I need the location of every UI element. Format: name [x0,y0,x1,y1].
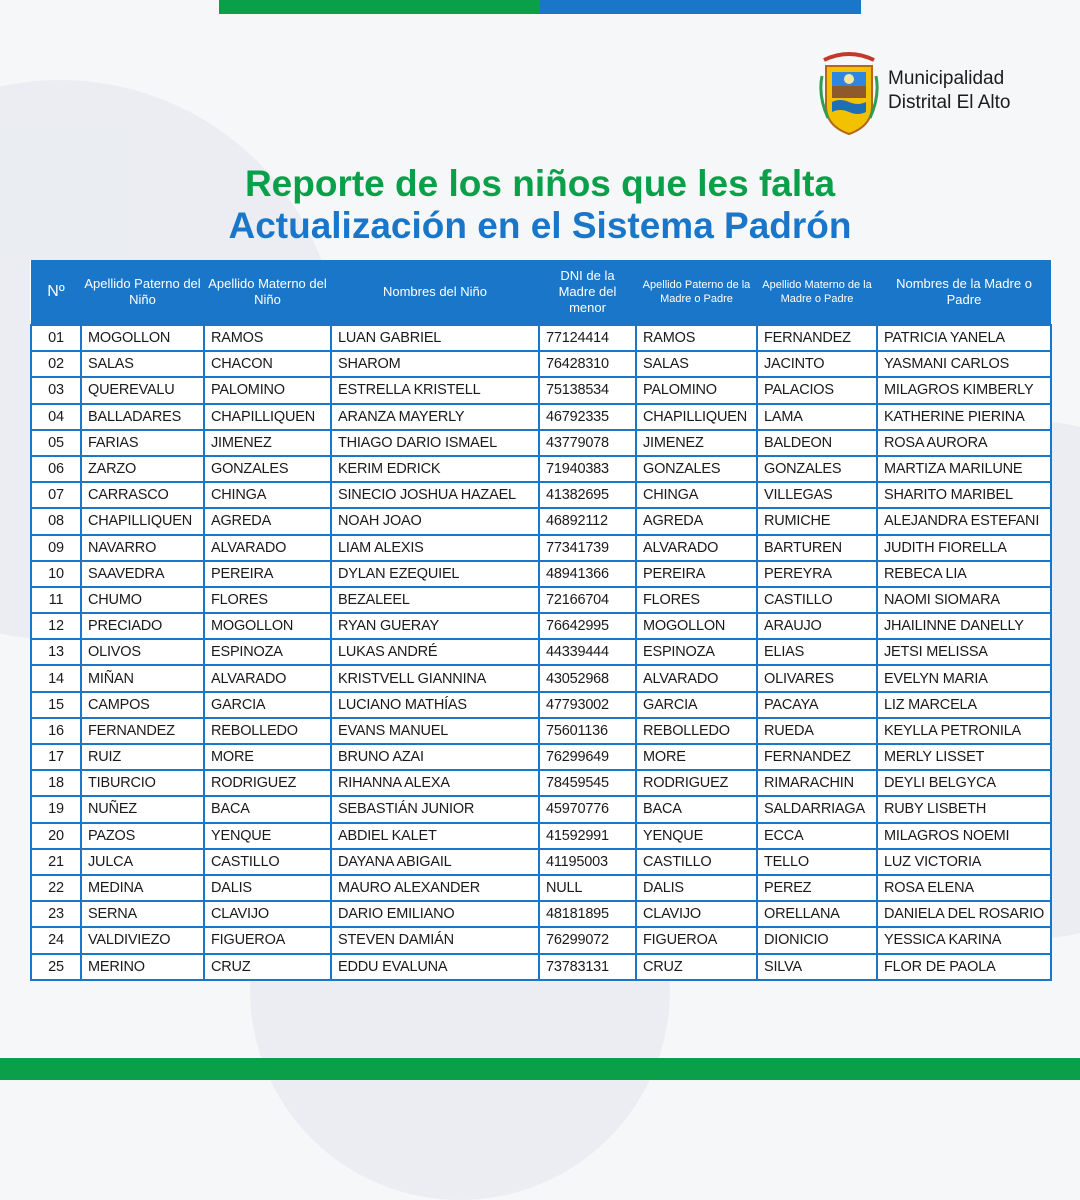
table-cell: ARANZA MAYERLY [331,404,539,430]
table-cell: AGREDA [636,508,757,534]
table-cell: 23 [31,901,81,927]
table-cell: MORE [636,744,757,770]
table-cell: 76299072 [539,927,636,953]
table-cell: FERNANDEZ [81,718,204,744]
table-cell: PACAYA [757,692,877,718]
column-header: Apellido Materno de la Madre o Padre [757,260,877,325]
table-cell: CHAPILLIQUEN [81,508,204,534]
column-header: DNI de la Madre del menor [539,260,636,325]
table-cell: MERINO [81,954,204,980]
table-cell: 11 [31,587,81,613]
table-cell: 15 [31,692,81,718]
table-cell: 19 [31,796,81,822]
table-cell: YESSICA KARINA [877,927,1051,953]
table-cell: 76299649 [539,744,636,770]
table-cell: 47793002 [539,692,636,718]
table-cell: MORE [204,744,331,770]
top-accent-blue [540,0,861,14]
table-cell: TIBURCIO [81,770,204,796]
table-cell: CARRASCO [81,482,204,508]
table-row [31,482,1051,508]
table-cell: GARCIA [204,692,331,718]
table-cell: CHINGA [636,482,757,508]
table-cell: CASTILLO [757,587,877,613]
table-cell: ELIAS [757,639,877,665]
column-header: Nombres del Niño [331,260,539,325]
table-cell: GONZALES [204,456,331,482]
table-cell: FIGUEROA [636,927,757,953]
table-cell: DEYLI BELGYCA [877,770,1051,796]
table-cell: CLAVIJO [204,901,331,927]
table-cell: TELLO [757,849,877,875]
table-row [31,770,1051,796]
table-cell: AGREDA [204,508,331,534]
table-cell: RIHANNA ALEXA [331,770,539,796]
table-cell: NOAH JOAO [331,508,539,534]
column-header-number: Nº [31,260,81,325]
table-cell: FIGUEROA [204,927,331,953]
table-cell: 48181895 [539,901,636,927]
table-cell: SHAROM [331,351,539,377]
table-row [31,718,1051,744]
table-cell: MILAGROS KIMBERLY [877,377,1051,403]
top-accent-green [219,0,540,14]
column-header: Apellido Paterno de la Madre o Padre [636,260,757,325]
table-cell: THIAGO DARIO ISMAEL [331,430,539,456]
table-cell: MILAGROS NOEMI [877,823,1051,849]
table-cell: 16 [31,718,81,744]
table-cell: MEDINA [81,875,204,901]
table-cell: 18 [31,770,81,796]
table-cell: FARIAS [81,430,204,456]
table-cell: GONZALES [757,456,877,482]
table-cell: CASTILLO [204,849,331,875]
table-cell: 05 [31,430,81,456]
table-cell: MERLY LISSET [877,744,1051,770]
table-row [31,927,1051,953]
table-cell: OLIVARES [757,665,877,691]
table-cell: LIZ MARCELA [877,692,1051,718]
table-cell: JETSI MELISSA [877,639,1051,665]
table-cell: JULCA [81,849,204,875]
organization-name-line1: Municipalidad [888,68,1005,89]
table-cell: 75138534 [539,377,636,403]
table-cell: ALEJANDRA ESTEFANI [877,508,1051,534]
table-cell: VALDIVIEZO [81,927,204,953]
table-row [31,535,1051,561]
table-cell: 78459545 [539,770,636,796]
table-cell: 04 [31,404,81,430]
table-cell: SINECIO JOSHUA HAZAEL [331,482,539,508]
table-cell: BACA [636,796,757,822]
table-cell: NULL [539,875,636,901]
table-row [31,796,1051,822]
table-cell: STEVEN DAMIÁN [331,927,539,953]
table-cell: 73783131 [539,954,636,980]
table-cell: MIÑAN [81,665,204,691]
organization-name-line2: Distrital El Alto [888,92,1011,113]
table-cell: FLORES [204,587,331,613]
table-cell: QUEREVALU [81,377,204,403]
table-cell: ABDIEL KALET [331,823,539,849]
table-row [31,351,1051,377]
table-row [31,954,1051,980]
table-cell: RUMICHE [757,508,877,534]
table-row [31,875,1051,901]
table-cell: 77124414 [539,325,636,351]
table-cell: PALACIOS [757,377,877,403]
page-title [0,163,1080,247]
table-cell: 77341739 [539,535,636,561]
table-cell: 46892112 [539,508,636,534]
table-cell: RUBY LISBETH [877,796,1051,822]
table-cell: MAURO ALEXANDER [331,875,539,901]
table-row [31,456,1051,482]
table-cell: 06 [31,456,81,482]
table-cell: KERIM EDRICK [331,456,539,482]
table-cell: REBECA LIA [877,561,1051,587]
table-cell: DIONICIO [757,927,877,953]
table-cell: EVELYN MARIA [877,665,1051,691]
table-cell: 45970776 [539,796,636,822]
table-cell: 43052968 [539,665,636,691]
table-cell: LIAM ALEXIS [331,535,539,561]
table-row [31,901,1051,927]
table-row [31,587,1051,613]
table-cell: PRECIADO [81,613,204,639]
bottom-accent-bar [0,1058,1080,1080]
table-cell: 08 [31,508,81,534]
table-cell: NUÑEZ [81,796,204,822]
table-cell: SALAS [81,351,204,377]
table-cell: FLORES [636,587,757,613]
table-cell: BACA [204,796,331,822]
table-cell: ROSA AURORA [877,430,1051,456]
table-cell: ESPINOZA [636,639,757,665]
title-line1: Reporte de los niños que les falta [244,163,836,204]
table-cell: MOGOLLON [81,325,204,351]
top-accent-bar [219,0,861,14]
table-cell: PEREYRA [757,561,877,587]
column-header: Apellido Paterno del Niño [81,260,204,325]
table-cell: PEREZ [757,875,877,901]
table-cell: OLIVOS [81,639,204,665]
table-cell: YASMANI CARLOS [877,351,1051,377]
table-cell: 76428310 [539,351,636,377]
table-row [31,404,1051,430]
table-cell: 41195003 [539,849,636,875]
table-cell: BALLADARES [81,404,204,430]
table-cell: 03 [31,377,81,403]
table-cell: ALVARADO [204,665,331,691]
table-cell: CHAPILLIQUEN [204,404,331,430]
table-cell: LUAN GABRIEL [331,325,539,351]
table-cell: DYLAN EZEQUIEL [331,561,539,587]
table-cell: BARTUREN [757,535,877,561]
table-cell: RYAN GUERAY [331,613,539,639]
table-cell: ARAUJO [757,613,877,639]
table-cell: FERNANDEZ [757,744,877,770]
table-cell: 44339444 [539,639,636,665]
table-cell: CLAVIJO [636,901,757,927]
table-cell: 41382695 [539,482,636,508]
table-cell: LAMA [757,404,877,430]
table-cell: YENQUE [636,823,757,849]
table-cell: JIMENEZ [636,430,757,456]
table-cell: DARIO EMILIANO [331,901,539,927]
table-cell: CHACON [204,351,331,377]
table-cell: CAMPOS [81,692,204,718]
table-cell: ESPINOZA [204,639,331,665]
table-cell: RODRIGUEZ [204,770,331,796]
table-cell: SALDARRIAGA [757,796,877,822]
table-row [31,692,1051,718]
table-cell: MOGOLLON [636,613,757,639]
table-cell: RAMOS [636,325,757,351]
table-cell: KATHERINE PIERINA [877,404,1051,430]
table-cell: 75601136 [539,718,636,744]
table-cell: CRUZ [636,954,757,980]
table-cell: ZARZO [81,456,204,482]
table-cell: JACINTO [757,351,877,377]
table-cell: 21 [31,849,81,875]
table-cell: JIMENEZ [204,430,331,456]
table-cell: ALVARADO [636,665,757,691]
table-cell: GONZALES [636,456,757,482]
table-cell: YENQUE [204,823,331,849]
table-body [31,325,1051,980]
table-cell: DANIELA DEL ROSARIO [877,901,1051,927]
table-cell: 41592991 [539,823,636,849]
table-cell: 17 [31,744,81,770]
table-cell: 02 [31,351,81,377]
table-row [31,613,1051,639]
table-cell: 46792335 [539,404,636,430]
organization-name [888,67,1010,115]
report-table [30,260,1052,981]
table-cell: SAAVEDRA [81,561,204,587]
table-cell: PAZOS [81,823,204,849]
table-cell: REBOLLEDO [204,718,331,744]
table-cell: CHAPILLIQUEN [636,404,757,430]
table-cell: 20 [31,823,81,849]
table-row [31,849,1051,875]
table-cell: RUEDA [757,718,877,744]
table-cell: 43779078 [539,430,636,456]
table-cell: 72166704 [539,587,636,613]
table-cell: CASTILLO [636,849,757,875]
table-cell: 24 [31,927,81,953]
table-row [31,744,1051,770]
column-header: Nombres de la Madre o Padre [877,260,1051,325]
table-cell: ORELLANA [757,901,877,927]
table-cell: 12 [31,613,81,639]
table-cell: 48941366 [539,561,636,587]
table-cell: SILVA [757,954,877,980]
table-cell: ESTRELLA KRISTELL [331,377,539,403]
table-row [31,430,1051,456]
table-row [31,377,1051,403]
table-cell: DALIS [636,875,757,901]
table-row [31,508,1051,534]
table-cell: 25 [31,954,81,980]
table-cell: KEYLLA PETRONILA [877,718,1051,744]
table-cell: ROSA ELENA [877,875,1051,901]
table-row [31,639,1051,665]
table-cell: 01 [31,325,81,351]
table-cell: 14 [31,665,81,691]
table-row [31,823,1051,849]
table-cell: 22 [31,875,81,901]
table-cell: BALDEON [757,430,877,456]
table-cell: PEREIRA [636,561,757,587]
table-cell: KRISTVELL GIANNINA [331,665,539,691]
table-row [31,325,1051,351]
table-cell: 76642995 [539,613,636,639]
table-cell: PALOMINO [636,377,757,403]
table-cell: EDDU EVALUNA [331,954,539,980]
table-cell: NAVARRO [81,535,204,561]
table-cell: ECCA [757,823,877,849]
table-cell: LUKAS ANDRÉ [331,639,539,665]
table-cell: RODRIGUEZ [636,770,757,796]
table-cell: SEBASTIÁN JUNIOR [331,796,539,822]
table-cell: VILLEGAS [757,482,877,508]
table-cell: JUDITH FIORELLA [877,535,1051,561]
table-cell: ALVARADO [204,535,331,561]
column-header: Apellido Materno del Niño [204,260,331,325]
municipality-logo [818,46,1010,136]
table-cell: DAYANA ABIGAIL [331,849,539,875]
table-header-row [31,260,1051,325]
table-cell: RIMARACHIN [757,770,877,796]
table-cell: DALIS [204,875,331,901]
table-cell: 09 [31,535,81,561]
table-cell: GARCIA [636,692,757,718]
table-row [31,561,1051,587]
table-cell: FERNANDEZ [757,325,877,351]
table-row [31,665,1051,691]
table-cell: FLOR DE PAOLA [877,954,1051,980]
table-cell: LUZ VICTORIA [877,849,1051,875]
table-cell: SERNA [81,901,204,927]
table-cell: 13 [31,639,81,665]
table-cell: CRUZ [204,954,331,980]
table-cell: MOGOLLON [204,613,331,639]
table-cell: SHARITO MARIBEL [877,482,1051,508]
table-cell: PATRICIA YANELA [877,325,1051,351]
title-line2: Actualización en el Sistema Padrón [228,205,852,246]
table-cell: ALVARADO [636,535,757,561]
table-cell: BRUNO AZAI [331,744,539,770]
table-cell: CHUMO [81,587,204,613]
table-cell: EVANS MANUEL [331,718,539,744]
table-cell: BEZALEEL [331,587,539,613]
table-cell: PEREIRA [204,561,331,587]
table-cell: JHAILINNE DANELLY [877,613,1051,639]
table-cell: LUCIANO MATHÍAS [331,692,539,718]
table-cell: 71940383 [539,456,636,482]
table-cell: CHINGA [204,482,331,508]
table-cell: RAMOS [204,325,331,351]
coat-of-arms-icon [818,46,880,136]
table-cell: RUIZ [81,744,204,770]
table-cell: REBOLLEDO [636,718,757,744]
table-cell: SALAS [636,351,757,377]
table-cell: MARTIZA MARILUNE [877,456,1051,482]
table-cell: NAOMI SIOMARA [877,587,1051,613]
table-cell: 10 [31,561,81,587]
table-cell: 07 [31,482,81,508]
table-cell: PALOMINO [204,377,331,403]
